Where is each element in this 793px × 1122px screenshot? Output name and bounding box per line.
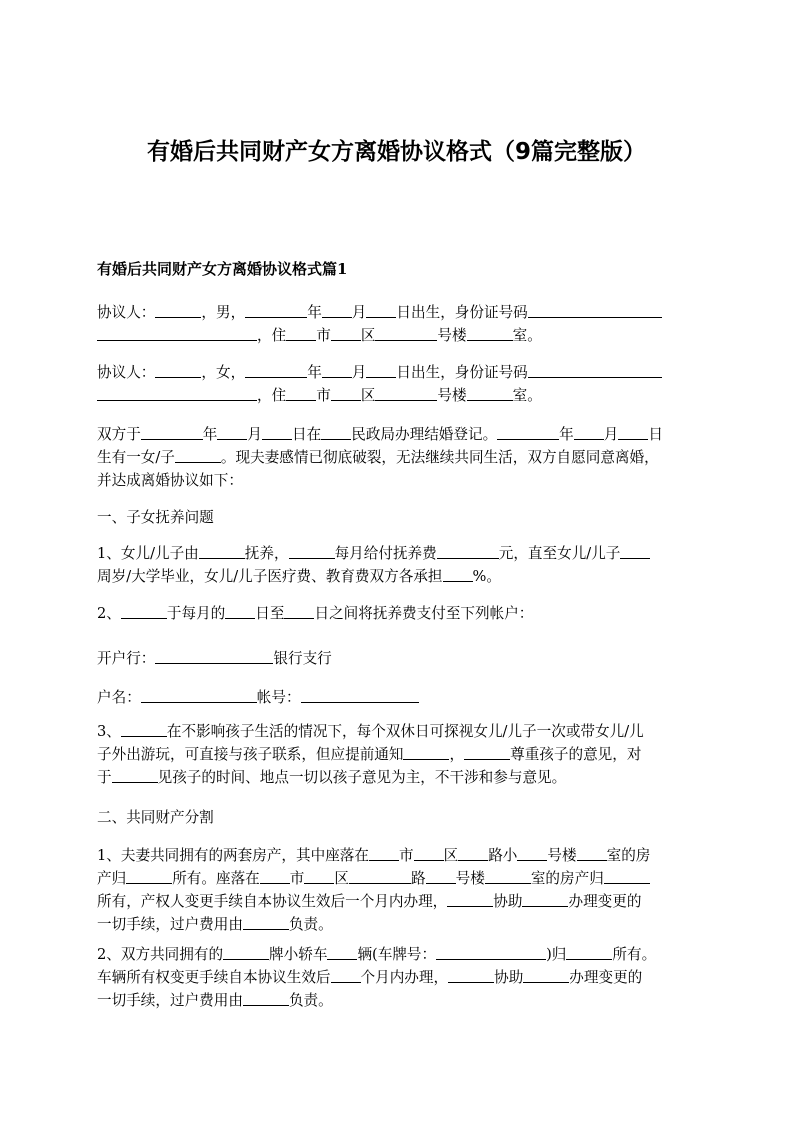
blank-id-number [528, 362, 662, 378]
blank-building [375, 325, 437, 341]
blank-owner [126, 868, 172, 884]
blank-city [260, 868, 290, 884]
blank-day [618, 424, 648, 440]
blank-account-name [141, 687, 257, 703]
blank-year [497, 424, 559, 440]
blank-handler [523, 967, 569, 983]
vehicle-paragraph [97, 943, 701, 1012]
blank-day-to [284, 603, 314, 619]
blank-payer [243, 914, 289, 930]
blank-id-number-cont [97, 385, 257, 401]
blank-name [155, 362, 201, 378]
child1-line1: 1、女儿/儿子由 抚养， 每月给付抚养费 元，直至女儿/儿子 [97, 542, 701, 565]
blank-district [331, 325, 361, 341]
blank-building [375, 385, 437, 401]
blank-year [245, 362, 307, 378]
prop1-line3: 所有，产权人变更手续自本协议生效后一个月内办理， 协助 办理变更的 [97, 893, 642, 910]
blank-child [175, 447, 221, 463]
blank-month [322, 362, 352, 378]
blank-bureau [321, 424, 351, 440]
blank-name [155, 302, 201, 318]
blank-district [304, 868, 334, 884]
child2-line1: 2、 于每月的 日至 日之间将抚养费支付至下列帐户： [97, 605, 534, 622]
blank-assistant [448, 967, 494, 983]
marriage-paragraph [97, 423, 701, 492]
child3-line2: 子外出游玩，可直接与孩子联系，但应提前通知 ， 尊重孩子的意见，对 [97, 746, 642, 763]
prop2-line2: 车辆所有权变更手续自本协议生效后 个月内办理， 协助 办理变更的 [97, 969, 643, 986]
party2-line2: ，住 市 区 号楼 室。 [97, 384, 701, 407]
prop1-line4: 一切手续，过户费用由 负责。 [97, 916, 333, 933]
marriage-line2: 生有一女/子 。现夫妻感情已彻底破裂，无法继续共同生活，双方自愿同意离婚， [97, 449, 659, 466]
blank-year [245, 302, 307, 318]
blank-city [286, 325, 316, 341]
blank-amount [437, 543, 499, 559]
blank-payer [121, 603, 167, 619]
blank-percent [443, 566, 473, 582]
child3-line3: 于 见孩子的时间、地点一切以孩子意见为主，不干涉和参与意见。 [97, 769, 567, 786]
blank-bank [155, 648, 273, 664]
blank-assistant [447, 891, 493, 907]
blank-month [322, 302, 352, 318]
blank-guardian [199, 543, 245, 559]
blank-road [458, 845, 488, 861]
heading-children: 一、子女抚养问题 [97, 509, 214, 526]
blank-month [217, 424, 247, 440]
blank-months [331, 967, 361, 983]
account-line: 户名： 帐号： [97, 686, 701, 709]
blank-district [414, 845, 444, 861]
blank-id-number [528, 302, 662, 318]
bank-line: 开户行： 银行支行 [97, 650, 332, 667]
blank-building [517, 845, 547, 861]
blank-day [366, 302, 396, 318]
blank-owner [604, 868, 650, 884]
blank-room [577, 845, 607, 861]
blank-city [286, 385, 316, 401]
blank-day [366, 362, 396, 378]
child-support-paragraph [97, 542, 701, 588]
blank-handler [522, 891, 568, 907]
prop2-line3: 一切手续，过户费用由 负责。 [97, 992, 333, 1009]
prop1-line1: 1、夫妻共同拥有的两套房产，其中座落在 市 区 路小 号楼 室的房 [97, 847, 651, 864]
blank-building [426, 868, 456, 884]
blank-respect [464, 744, 510, 760]
blank-room [467, 385, 513, 401]
party1-line2: ，住 市 区 号楼 室。 [97, 324, 701, 347]
real-estate-paragraph [97, 844, 701, 936]
heading-property: 二、共同财产分割 [97, 809, 214, 826]
blank-count [327, 944, 357, 960]
blank-plate [436, 944, 546, 960]
marriage-line1: 双方于 年 月 日在 民政局办理结婚登记。 年 月 日 [97, 426, 663, 443]
blank-brand [223, 944, 269, 960]
prop2-line1: 2、双方共同拥有的 牌小轿车 辆(车牌号： )归 所有。 [97, 946, 657, 963]
blank-room [467, 325, 513, 341]
blank-year [141, 424, 203, 440]
blank-room [485, 868, 531, 884]
blank-person [112, 767, 158, 783]
child3-line1: 3、 在不影响孩子生活的情况下，每个双休日可探视女儿/儿子一次或带女儿/儿 [97, 723, 644, 740]
blank-payer [243, 990, 289, 1006]
party1-line1: 协议人： ，男， 年 月 日出生，身份证号码 [97, 301, 701, 324]
blank-owner [566, 944, 612, 960]
bank-paragraph [97, 647, 701, 670]
child1-line2: 周岁/大学毕业，女儿/儿子医疗费、教育费双方各承担 %。 [97, 568, 501, 585]
blank-road [349, 868, 411, 884]
payment-schedule-paragraph [97, 602, 701, 625]
blank-day-from [225, 603, 255, 619]
blank-district [331, 385, 361, 401]
blank-day [262, 424, 292, 440]
party1-paragraph [97, 301, 701, 347]
blank-city [369, 845, 399, 861]
section-heading: 有婚后共同财产女方离婚协议格式篇1 [97, 260, 348, 278]
blank-id-number-cont [97, 325, 257, 341]
account-paragraph [97, 686, 701, 709]
marriage-line3: 并达成离婚协议如下： [97, 472, 243, 489]
page-title: 有婚后共同财产女方离婚协议格式（9篇完整版） [146, 139, 646, 165]
party2-paragraph [97, 361, 701, 407]
blank-month [574, 424, 604, 440]
blank-payer [289, 543, 335, 559]
party2-line1: 协议人： ，女， 年 月 日出生，身份证号码 [97, 361, 701, 384]
blank-notify [403, 744, 449, 760]
blank-account-number [301, 687, 419, 703]
visitation-paragraph [97, 720, 701, 789]
blank-visitor [121, 721, 167, 737]
blank-age [620, 543, 650, 559]
prop1-line2: 产归 所有。座落在 市 区 路 号楼 室的房产归 [97, 867, 701, 890]
